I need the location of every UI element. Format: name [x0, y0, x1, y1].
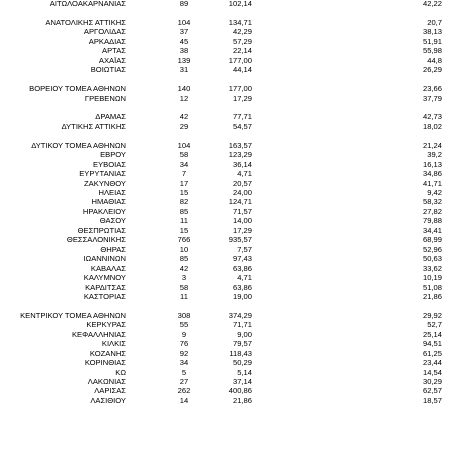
count-value: 15 — [179, 225, 189, 235]
percent-value: 18,02 — [422, 121, 442, 131]
table-row — [0, 311, 450, 320]
rate-value: 21,86 — [232, 395, 252, 405]
region-name: ΛΑΣΙΘΙΟΥ — [90, 395, 126, 405]
count-value: 308 — [177, 310, 191, 320]
count-value: 58 — [179, 282, 189, 292]
percent-value: 34,86 — [422, 169, 442, 179]
rate-value: 97,43 — [232, 254, 252, 264]
count-value: 15 — [179, 188, 189, 197]
region-name: ΘΑΣΟΥ — [99, 216, 126, 226]
count-value: 76 — [179, 339, 189, 349]
percent-value: 41,71 — [422, 178, 442, 188]
count-value: 766 — [177, 235, 191, 245]
percent-value: 42,73 — [422, 112, 442, 122]
count-value: 85 — [179, 206, 189, 216]
table-row — [0, 27, 450, 36]
count-value: 3 — [181, 273, 187, 283]
region-name: ΘΕΣΣΑΛΟΝΙΚΗΣ — [66, 235, 126, 245]
percent-value: 10,19 — [422, 273, 442, 283]
count-value: 34 — [179, 358, 189, 368]
rate-value: 54,57 — [232, 121, 252, 131]
region-name: ΚΑΣΤΟΡΙΑΣ — [83, 291, 126, 301]
rate-value: 102,14 — [228, 0, 252, 8]
region-name: ΚΕΡΚΥΡΑΣ — [86, 320, 126, 330]
percent-value: 52,7 — [427, 320, 442, 330]
table-row — [0, 226, 450, 235]
percent-value: 42,22 — [422, 0, 442, 8]
table-row — [0, 386, 450, 395]
region-name: ΑΝΑΤΟΛΙΚΗΣ ΑΤΤΙΚΗΣ — [45, 17, 126, 27]
region-name: ΚΙΛΚΙΣ — [101, 339, 126, 349]
rate-value: 9,00 — [237, 329, 252, 339]
region-name: ΚΑΒΑΛΑΣ — [90, 263, 126, 273]
rate-value: 5,14 — [237, 367, 252, 377]
count-value: 27 — [179, 377, 189, 386]
count-value: 140 — [177, 84, 191, 94]
count-value: 11 — [180, 291, 188, 301]
rate-value: 20,57 — [232, 178, 252, 188]
rate-value: 50,29 — [232, 358, 252, 368]
percent-value: 16,13 — [422, 159, 442, 169]
table-row — [0, 377, 450, 386]
count-value: 104 — [177, 17, 191, 27]
region-name: ΖΑΚΥΝΘΟΥ — [84, 178, 126, 188]
table-row — [0, 396, 450, 405]
count-value: 7 — [181, 169, 187, 179]
percent-value: 39,2 — [427, 150, 442, 160]
count-value: 139 — [177, 55, 191, 65]
table-row — [0, 245, 450, 254]
rate-value: 79,57 — [232, 339, 252, 349]
rate-value: 22,14 — [232, 46, 252, 56]
table-row — [0, 160, 450, 169]
table-row — [0, 283, 450, 292]
count-value: 5 — [181, 367, 187, 377]
percent-value: 9,42 — [427, 188, 442, 197]
region-name: ΗΛΕΙΑΣ — [98, 188, 126, 197]
table-row — [0, 56, 450, 65]
region-name: ΛΑΚΩΝΙΑΣ — [87, 377, 126, 386]
region-name: ΚΕΦΑΛΛΗΝΙΑΣ — [71, 329, 126, 339]
rate-value: 163,57 — [228, 140, 252, 150]
count-value: 89 — [179, 0, 189, 8]
table-row — [0, 235, 450, 244]
rate-value: 37,14 — [232, 377, 252, 386]
rate-value: 71,71 — [232, 320, 252, 330]
table-row — [0, 112, 450, 121]
count-value: 58 — [179, 150, 189, 160]
percent-value: 44,8 — [427, 55, 442, 65]
percent-value: 33,62 — [422, 263, 442, 273]
region-name: ΒΟΙΩΤΙΑΣ — [90, 65, 126, 75]
count-value: 42 — [179, 263, 189, 273]
percent-value: 29,92 — [422, 310, 442, 320]
rate-value: 63,86 — [232, 263, 252, 273]
count-value: 37 — [179, 27, 189, 37]
percent-value: 94,51 — [422, 339, 442, 349]
region-name: ΚΑΛΥΜΝΟΥ — [83, 273, 126, 283]
rate-value: 123,29 — [228, 150, 252, 160]
rate-value: 935,57 — [228, 235, 252, 245]
count-value: 34 — [179, 159, 189, 169]
region-name: ΑΡΤΑΣ — [102, 46, 126, 56]
table-row — [0, 188, 450, 197]
percent-value: 25,14 — [422, 329, 442, 339]
percent-value: 23,44 — [422, 358, 442, 368]
region-name: ΑΡΓΟΛΙΔΑΣ — [83, 27, 126, 37]
rate-value: 17,29 — [232, 225, 252, 235]
region-name: ΚΟΡΙΝΘΙΑΣ — [84, 358, 126, 368]
region-name: ΔΥΤΙΚΗΣ ΑΤΤΙΚΗΣ — [61, 121, 126, 131]
percent-value: 21,24 — [422, 140, 442, 150]
region-name: ΚΟΖΑΝΗΣ — [89, 348, 126, 358]
rate-value: 14,00 — [232, 216, 252, 226]
percent-value: 37,79 — [422, 93, 442, 103]
count-value: 42 — [179, 112, 189, 122]
table-row — [0, 339, 450, 348]
table-row — [0, 264, 450, 273]
rate-value: 134,71 — [228, 17, 252, 27]
count-value: 12 — [179, 93, 189, 103]
percent-value: 52,96 — [422, 244, 442, 254]
region-name: ΕΥΒΟΙΑΣ — [93, 159, 126, 169]
count-value: 9 — [181, 329, 187, 339]
table-row — [0, 46, 450, 55]
rate-value: 24,00 — [232, 188, 252, 197]
rate-value: 124,71 — [228, 197, 252, 207]
percent-value: 62,57 — [422, 386, 442, 396]
rate-value: 17,29 — [232, 93, 252, 103]
count-value: 104 — [177, 140, 191, 150]
count-value: 11 — [180, 216, 188, 226]
count-value: 10 — [179, 244, 189, 254]
table-row — [0, 94, 450, 103]
rate-value: 71,57 — [232, 206, 252, 216]
percent-value: 27,82 — [422, 206, 442, 216]
rate-value: 77,71 — [232, 112, 252, 122]
count-value: 82 — [179, 197, 189, 207]
region-name: ΔΡΑΜΑΣ — [95, 112, 126, 122]
rate-value: 44,14 — [232, 65, 252, 75]
table-row — [0, 197, 450, 206]
percent-value: 58,32 — [422, 197, 442, 207]
count-value: 55 — [179, 320, 189, 330]
count-value: 29 — [179, 121, 189, 131]
percent-value: 50,63 — [422, 254, 442, 264]
rate-value: 36,14 — [232, 159, 252, 169]
table-row — [0, 349, 450, 358]
count-value: 45 — [179, 36, 189, 46]
percent-value: 79,88 — [422, 216, 442, 226]
region-name: ΘΕΣΠΡΩΤΙΑΣ — [77, 225, 126, 235]
table-row — [0, 273, 450, 282]
region-name: ΙΩΑΝΝΙΝΩΝ — [83, 254, 126, 264]
count-value: 38 — [179, 46, 189, 56]
table-row — [0, 216, 450, 225]
rate-value: 374,29 — [228, 310, 252, 320]
rate-value: 118,43 — [229, 348, 252, 358]
table-row — [0, 207, 450, 216]
region-name: ΔΥΤΙΚΟΥ ΤΟΜΕΑ ΑΘΗΝΩΝ — [31, 140, 126, 150]
region-name: ΒΟΡΕΙΟΥ ΤΟΜΕΑ ΑΘΗΝΩΝ — [29, 84, 126, 94]
region-name: ΚΩ — [115, 367, 126, 377]
table-row — [0, 0, 450, 8]
rate-value: 19,00 — [232, 291, 252, 301]
table-row — [0, 37, 450, 46]
percent-value: 38,13 — [422, 27, 442, 37]
region-name: ΚΕΝΤΡΙΚΟΥ ΤΟΜΕΑ ΑΘΗΝΩΝ — [20, 310, 126, 320]
percent-value: 30,29 — [422, 377, 442, 386]
rate-value: 42,29 — [232, 27, 252, 37]
region-name: ΗΡΑΚΛΕΙΟΥ — [82, 206, 126, 216]
table-row — [0, 18, 450, 27]
table-row — [0, 179, 450, 188]
rate-value: 4,71 — [237, 273, 252, 283]
region-name: ΚΑΡΔΙΤΣΑΣ — [85, 282, 126, 292]
count-value: 17 — [179, 178, 189, 188]
percent-value: 26,29 — [422, 65, 442, 75]
rate-value: 63,86 — [232, 282, 252, 292]
region-name: ΑΡΚΑΔΙΑΣ — [88, 36, 126, 46]
region-name: ΓΡΕΒΕΝΩΝ — [84, 93, 126, 103]
percent-value: 34,41 — [422, 225, 442, 235]
percent-value: 51,91 — [422, 36, 442, 46]
count-value: 262 — [177, 386, 191, 396]
table-row — [0, 141, 450, 150]
table-row — [0, 292, 450, 301]
table-row — [0, 122, 450, 131]
rate-value: 177,00 — [228, 84, 252, 94]
region-name: ΑΧΑΪΑΣ — [98, 55, 126, 65]
count-value: 92 — [179, 348, 189, 358]
percent-value: 61,25 — [422, 348, 442, 358]
rate-value: 177,00 — [228, 55, 252, 65]
table-row — [0, 330, 450, 339]
table-row — [0, 358, 450, 367]
rate-value: 57,29 — [232, 36, 252, 46]
table-row — [0, 320, 450, 329]
table-row — [0, 84, 450, 93]
rate-value: 400,86 — [228, 386, 252, 396]
table-row — [0, 254, 450, 263]
table-row — [0, 368, 450, 377]
region-name: ΛΑΡΙΣΑΣ — [94, 386, 126, 396]
table-row — [0, 65, 450, 74]
percent-value: 68,99 — [422, 235, 442, 245]
region-name: ΕΥΡΥΤΑΝΙΑΣ — [79, 169, 126, 179]
table-row — [0, 150, 450, 159]
region-name: ΘΗΡΑΣ — [100, 244, 126, 254]
rate-value: 7,57 — [237, 244, 252, 254]
region-name: ΑΙΤΩΛΟΑΚΑΡΝΑΝΙΑΣ — [49, 0, 126, 8]
percent-value: 21,86 — [422, 291, 442, 301]
percent-value: 18,57 — [422, 395, 442, 405]
region-name: ΗΜΑΘΙΑΣ — [91, 197, 126, 207]
percent-value: 51,08 — [422, 282, 442, 292]
count-value: 85 — [179, 254, 189, 264]
table-row — [0, 169, 450, 178]
count-value: 14 — [179, 395, 189, 405]
percent-value: 23,66 — [422, 84, 442, 94]
region-name: ΕΒΡΟΥ — [100, 150, 126, 160]
percent-value: 14,54 — [422, 367, 442, 377]
percent-value: 55,98 — [422, 46, 442, 56]
percent-value: 20,7 — [427, 17, 442, 27]
rate-value: 4,71 — [237, 169, 252, 179]
count-value: 31 — [179, 65, 189, 75]
